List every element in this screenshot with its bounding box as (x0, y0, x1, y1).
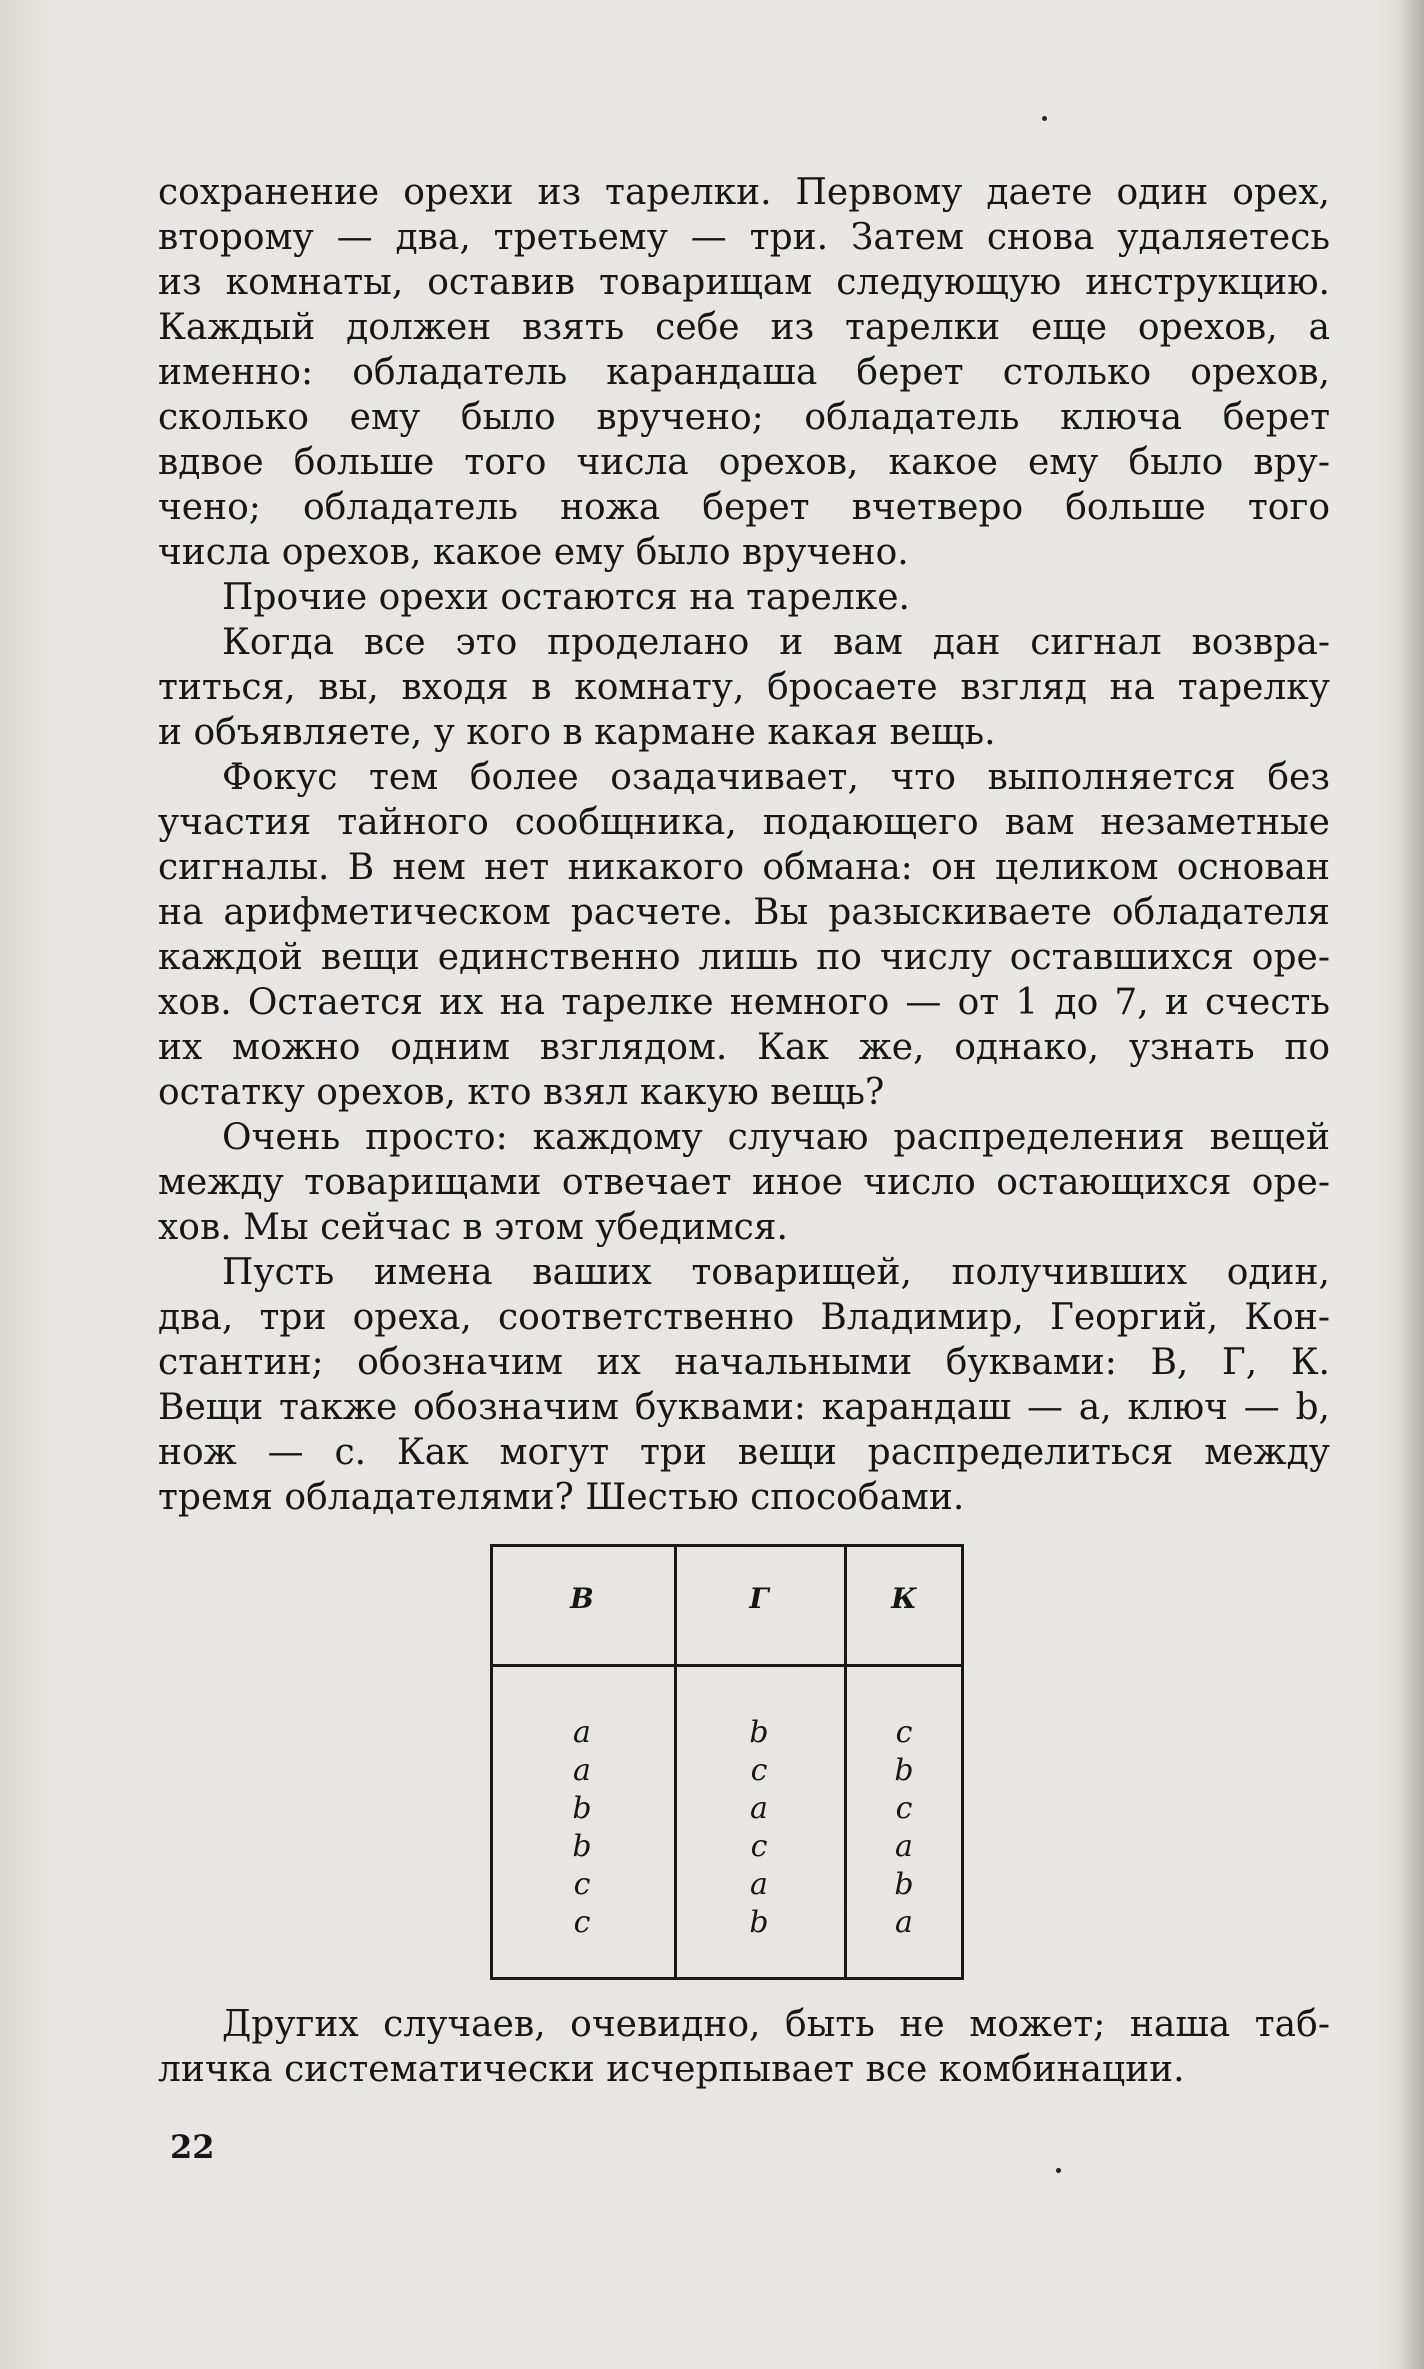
text-line: нож — c. Как могут три вещи распределиться между (158, 1432, 1330, 1473)
text-line: вдвое больше того числа орехов, какое ему было вру- (158, 442, 1330, 483)
text-line: именно: обладатель карандаша берет столько орехов, (158, 352, 1330, 393)
table-column-k (844, 1544, 964, 1980)
text-line: на арифметическом расчете. Вы разыскиваете обладателя (158, 892, 1330, 933)
text-line: Очень просто: каждому случаю распределения вещей (222, 1117, 1330, 1158)
print-speck (1056, 2168, 1061, 2173)
table-cell: b (749, 1715, 769, 1750)
table-cell: a (895, 1905, 913, 1940)
table-header-g: Г (749, 1582, 769, 1615)
text-line: личка систематически исчерпывает все комбинации. (158, 2049, 1185, 2090)
table-header-v: В (570, 1582, 594, 1615)
table-header-k: К (891, 1582, 917, 1615)
text-line: Других случаев, очевидно, быть не может; наша таб- (222, 2004, 1330, 2045)
text-line: Вещи также обозначим буквами: карандаш — a, ключ — b, (158, 1387, 1330, 1428)
closing-paragraph (158, 2002, 1330, 2092)
text-line: титься, вы, входя в комнату, бросаете взгляд на тарелку (158, 667, 1330, 708)
text-line: Прочие орехи остаются на тарелке. (222, 577, 910, 618)
text-line: их можно одним взглядом. Как же, однако, узнать по (158, 1027, 1330, 1068)
table-cell: b (894, 1753, 914, 1788)
text-line: остатку орехов, кто взял какую вещь? (158, 1072, 885, 1113)
table-cell: c (573, 1905, 591, 1940)
text-line: два, три ореха, соответственно Владимир, Георгий, Кон- (158, 1297, 1330, 1338)
table-column-g (674, 1544, 844, 1980)
text-line: Фокус тем более озадачивает, что выполняется без (222, 757, 1330, 798)
table-cell: c (573, 1867, 591, 1902)
text-line: хов. Мы сейчас в этом убедимся. (158, 1207, 788, 1248)
table-cell: c (750, 1829, 768, 1864)
text-line: Пусть имена ваших товарищей, получивших один, (222, 1252, 1330, 1293)
text-line: участия тайного сообщника, подающего вам незаметные (158, 802, 1330, 843)
text-line: тремя обладателями? Шестью способами. (158, 1477, 965, 1518)
table-cell: a (750, 1867, 768, 1902)
table-cell: b (572, 1829, 592, 1864)
body-text (158, 170, 1330, 1520)
text-line: хов. Остается их на тарелке немного — от 1 до 7, и счесть (158, 982, 1330, 1023)
text-line: сигналы. В нем нет никакого обмана: он целиком основан (158, 847, 1330, 888)
text-line: числа орехов, какое ему было вручено. (158, 532, 909, 573)
text-line: стантин; обозначим их начальными буквами: В, Г, К. (158, 1342, 1330, 1383)
table-cell: c (895, 1791, 913, 1826)
table-cell: a (750, 1791, 768, 1826)
text-line: и объявляете, у кого в кармане какая вещь. (158, 712, 996, 753)
text-line: чено; обладатель ножа берет вчетверо больше того (158, 487, 1330, 528)
page-edge-shadow (1398, 0, 1424, 2369)
table-cell: b (894, 1867, 914, 1902)
text-line: каждой вещи единственно лишь по числу оставшихся оре- (158, 937, 1330, 978)
table-cell: b (572, 1791, 592, 1826)
text-line: сколько ему было вручено; обладатель ключа берет (158, 397, 1330, 438)
print-speck (1042, 116, 1047, 121)
text-line: Каждый должен взять себе из тарелки еще орехов, а (158, 307, 1330, 348)
table-cell: a (895, 1829, 913, 1864)
text-line: между товарищами отвечает иное число остающихся оре- (158, 1162, 1330, 1203)
table-cell: c (750, 1753, 768, 1788)
table-cell: b (749, 1905, 769, 1940)
table-cell: a (573, 1753, 591, 1788)
text-line: второму — два, третьему — три. Затем снова удаляетесь (158, 217, 1330, 258)
distribution-table (490, 1544, 964, 1980)
page-number: 22 (170, 2128, 215, 2166)
table-cell: c (895, 1715, 913, 1750)
text-line: из комнаты, оставив товарищам следующую инструкцию. (158, 262, 1330, 303)
text-line: Когда все это проделано и вам дан сигнал возвра- (222, 622, 1330, 663)
table-cell: a (573, 1715, 591, 1750)
table-column-v (490, 1544, 674, 1980)
text-line: сохранение орехи из тарелки. Первому даете один орех, (158, 172, 1330, 213)
